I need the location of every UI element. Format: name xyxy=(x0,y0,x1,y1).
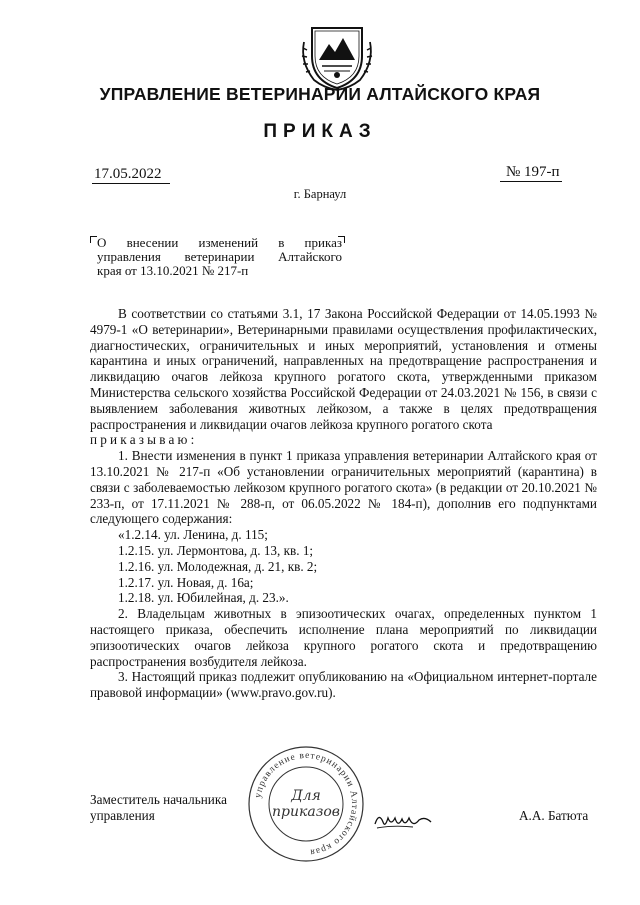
list-item: 1.2.15. ул. Лермонтова, д. 13, кв. 1; xyxy=(118,542,314,558)
svg-text:приказов: приказов xyxy=(272,804,340,820)
signatory-title xyxy=(90,792,227,824)
document-number: № 197-п xyxy=(506,164,560,180)
document-subject xyxy=(97,236,342,278)
preamble-paragraph: В соответствии со статьями 3.1, 17 Закона Российской Федерации от 14.05.1993 № 4979-1 «О ветеринарии», Ветеринарными правилами осуществления профилактических, диагностических, ограничительных и иных мероприятий, установления и отмены карантина и иных ограничений, направленных на предотвращение распространения и ликвидацию очагов лейкоза крупного рогатого скота, утвержденными приказом Министерства сельского хозяйства Российской Федерации от 24.03.2021 № 156, в связи с выявлением заболевания животных лейкозом, а также в целях предотвращения распространения и ликвидации очагов лейкоза крупного рогатого скота xyxy=(90,306,597,432)
date-underline xyxy=(92,183,170,184)
document-body xyxy=(90,306,597,701)
paragraph-2: 2. Владельцам животных в эпизоотических очагах, определенных пунктом 1 настоящего приказа, обеспечить исполнение плана мероприятий по ликвидации эпизоотических очагов лейкоза крупного рогатого скота и предотвращению распространения возбудителя лейкоза. xyxy=(90,606,597,669)
subject-line: края от 13.10.2021 № 217-п xyxy=(97,263,249,278)
organization-title: УПРАВЛЕНИЕ ВЕТЕРИНАРИИ АЛТАЙСКОГО КРАЯ xyxy=(99,84,541,104)
list-item: 1.2.18. ул. Юбилейная, д. 23.». xyxy=(118,590,289,606)
order-word: приказываю: xyxy=(90,432,198,448)
subject-line: О внесении изменений в приказ xyxy=(97,235,342,250)
signatory-name: А.А. Батюта xyxy=(519,808,589,823)
round-stamp xyxy=(246,744,366,864)
list-item: «1.2.14. ул. Ленина, д. 115; xyxy=(118,527,268,543)
coat-of-arms-emblem xyxy=(298,22,376,92)
svg-text:управление ветеринарии Алтайск: управление ветеринарии Алтайского края xyxy=(253,750,360,857)
signatory-title-line: управления xyxy=(90,808,155,823)
document-date: 17.05.2022 xyxy=(94,166,162,182)
handwritten-signature xyxy=(373,806,433,834)
subject-line: управления ветеринарии Алтайского xyxy=(97,249,342,264)
signatory-title-line: Заместитель начальника xyxy=(90,792,227,807)
svg-text:Для: Для xyxy=(291,788,321,804)
number-underline xyxy=(500,181,562,182)
document-type: ПРИКАЗ xyxy=(263,121,377,142)
paragraph-1: 1. Внести изменения в пункт 1 приказа управления ветеринарии Алтайского края от 13.10.2021 № 217-п «Об установлении ограничительных мероприятий (карантина) в связи с заболеваемостью лейкозом крупного рогатого скота» (в редакции от 20.10.2021 № 233-п, от 17.11.2021 № 288-п, от 06.05.2022 № 184-п), дополнив его подпунктами следующего содержания: xyxy=(90,448,597,527)
paragraph-3: 3. Настоящий приказ подлежит опубликованию на «Официальном интернет-портале правовой информации» (www.pravo.gov.ru). xyxy=(90,669,597,701)
list-item: 1.2.16. ул. Молодежная, д. 21, кв. 2; xyxy=(118,558,318,574)
list-item: 1.2.17. ул. Новая, д. 16а; xyxy=(118,574,254,590)
document-city: г. Барнаул xyxy=(293,187,347,201)
subject-bracket-left xyxy=(90,236,97,243)
